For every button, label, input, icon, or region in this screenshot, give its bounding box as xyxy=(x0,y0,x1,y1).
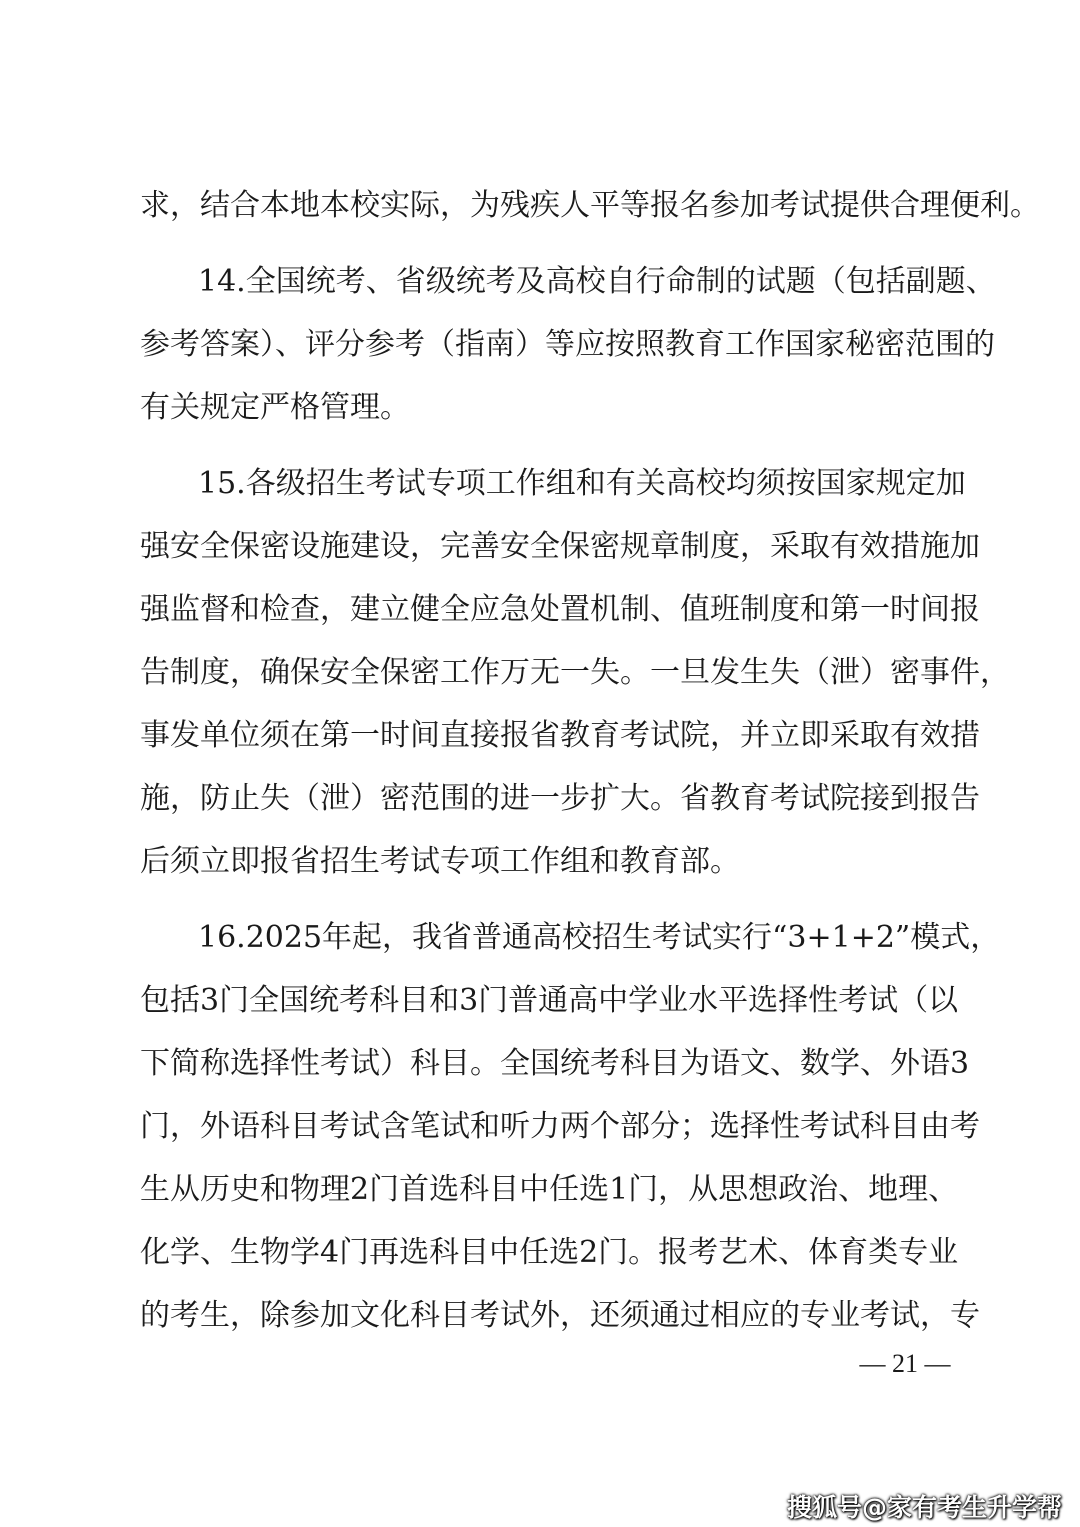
paragraph-16-line: 包括3门全国统考科目和3门普通高中学业水平选择性考试（以 xyxy=(140,983,959,1018)
paragraph-16-line: 门，外语科目考试含笔试和听力两个部分；选择性考试科目由考 xyxy=(140,1109,980,1144)
watermark: 搜狐号@家有考生升学帮 xyxy=(786,1493,1062,1522)
paragraph-16-line: 16.2025年起，我省普通高校招生考试实行“3+1+2”模式， xyxy=(198,920,1001,955)
page-number: — 21 — xyxy=(859,1349,951,1378)
paragraph-14-line: 参考答案）、评分参考（指南）等应按照教育工作国家秘密范围的 xyxy=(140,327,995,362)
paragraph-15-line: 15.各级招生考试专项工作组和有关高校均须按国家规定加 xyxy=(198,466,966,501)
text-line: 求，结合本地本校实际，为残疾人平等报名参加考试提供合理便利。 xyxy=(140,188,1040,223)
paragraph-16-line: 的考生，除参加文化科目考试外，还须通过相应的专业考试，专 xyxy=(140,1298,980,1333)
paragraph-15-line: 施，防止失（泄）密范围的进一步扩大。省教育考试院接到报告 xyxy=(140,781,980,816)
paragraph-15-line: 后须立即报省招生考试专项工作组和教育部。 xyxy=(140,844,740,879)
paragraph-16-line: 下简称选择性考试）科目。全国统考科目为语文、数学、外语3 xyxy=(140,1046,970,1081)
paragraph-16-line: 化学、生物学4门再选科目中任选2门。报考艺术、体育类专业 xyxy=(140,1235,959,1270)
paragraph-16-line: 生从历史和物理2门首选科目中任选1门，从思想政治、地理、 xyxy=(140,1172,959,1207)
paragraph-15-line: 事发单位须在第一时间直接报省教育考试院，并立即采取有效措 xyxy=(140,718,980,753)
paragraph-15-line: 强监督和检查，建立健全应急处置机制、值班制度和第一时间报 xyxy=(140,592,980,627)
paragraph-14-line: 14.全国统考、省级统考及高校自行命制的试题（包括副题、 xyxy=(198,264,996,299)
paragraph-14-line: 有关规定严格管理。 xyxy=(140,390,410,425)
paragraph-15-line: 告制度，确保安全保密工作万无一失。一旦发生失（泄）密事件， xyxy=(140,655,1010,690)
paragraph-15-line: 强安全保密设施建设，完善安全保密规章制度，采取有效措施加 xyxy=(140,529,980,564)
